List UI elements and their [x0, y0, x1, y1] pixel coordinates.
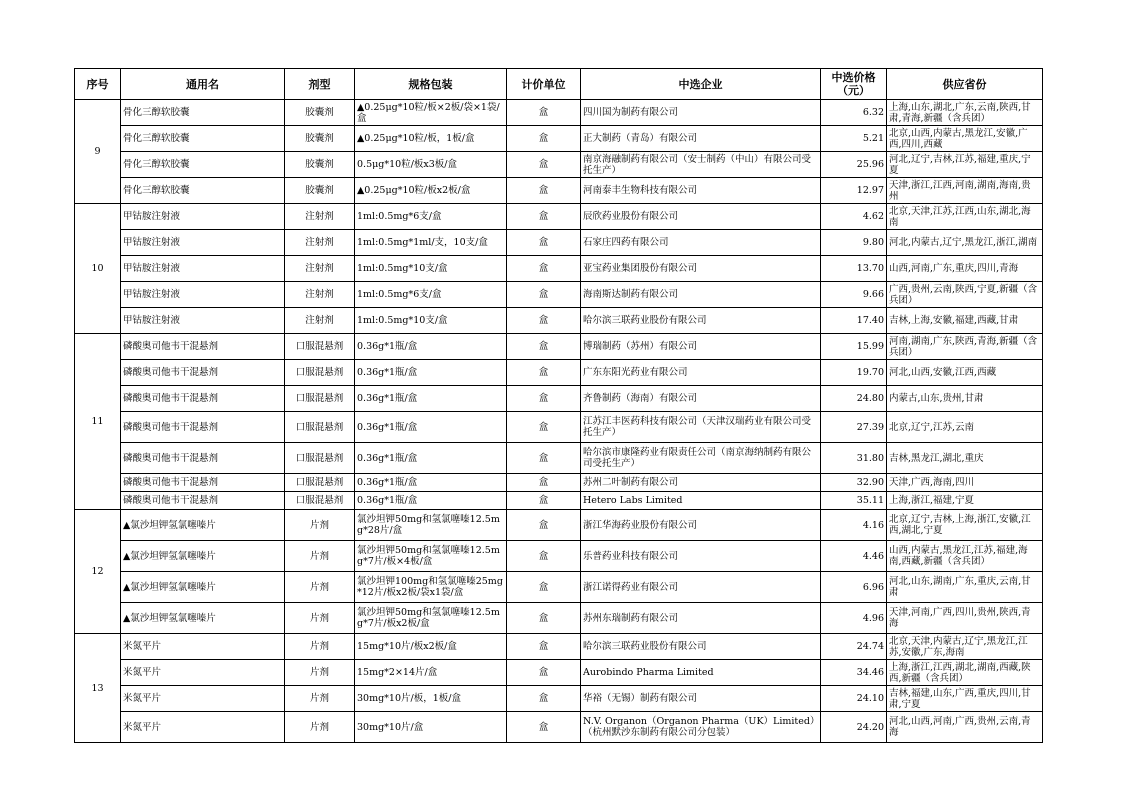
- seq-cell: 13: [75, 634, 121, 743]
- table-row: [75, 660, 1043, 686]
- pricing-unit-cell: 盒: [507, 443, 581, 474]
- provinces-cell: 上海,山东,湖北,广东,云南,陕西,甘肃,青海,新疆（含兵团）: [887, 100, 1043, 126]
- pricing-unit-cell: 盒: [507, 474, 581, 492]
- provinces-cell: 吉林,黑龙江,湖北,重庆: [887, 443, 1043, 474]
- generic-name-cell: 骨化三醇软胶囊: [121, 126, 285, 152]
- generic-name-cell: ▲氯沙坦钾氢氯噻嗪片: [121, 572, 285, 603]
- spec-package-cell: 1ml:0.5mg*6支/盒: [355, 282, 507, 308]
- table-row: [75, 100, 1043, 126]
- generic-name-cell: ▲氯沙坦钾氢氯噻嗪片: [121, 603, 285, 634]
- pricing-unit-cell: 盒: [507, 334, 581, 360]
- table-row: [75, 178, 1043, 204]
- price-cell: 4.96: [821, 603, 887, 634]
- pricing-unit-cell: 盒: [507, 686, 581, 712]
- spec-package-cell: 1ml:0.5mg*6支/盒: [355, 204, 507, 230]
- spec-package-cell: 氯沙坦钾100mg和氢氯噻嗪25mg*12片/板x2板/袋x1袋/盒: [355, 572, 507, 603]
- generic-name-cell: 甲钴胺注射液: [121, 256, 285, 282]
- company-cell: 海南斯达制药有限公司: [581, 282, 821, 308]
- generic-name-cell: ▲氯沙坦钾氢氯噻嗪片: [121, 541, 285, 572]
- company-cell: 河南泰丰生物科技有限公司: [581, 178, 821, 204]
- table-row: [75, 308, 1043, 334]
- pricing-unit-cell: 盒: [507, 541, 581, 572]
- spec-package-cell: 氯沙坦钾50mg和氢氯噻嗪12.5mg*7片/板x2板/盒: [355, 603, 507, 634]
- generic-name-cell: 米氮平片: [121, 660, 285, 686]
- dosage-form-cell: 口服混悬剂: [285, 386, 355, 412]
- dosage-form-cell: 片剂: [285, 541, 355, 572]
- spec-package-cell: 30mg*10片/板，1板/盒: [355, 686, 507, 712]
- pricing-unit-cell: 盒: [507, 100, 581, 126]
- spec-package-cell: 氯沙坦钾50mg和氢氯噻嗪12.5mg*28片/盒: [355, 510, 507, 541]
- dosage-form-cell: 注射剂: [285, 256, 355, 282]
- pricing-unit-cell: 盒: [507, 204, 581, 230]
- header-selected-company: 中选企业: [581, 69, 821, 100]
- pricing-unit-cell: 盒: [507, 308, 581, 334]
- spec-package-cell: 0.36g*1瓶/盒: [355, 474, 507, 492]
- company-cell: 华裕（无锡）制药有限公司: [581, 686, 821, 712]
- price-cell: 31.80: [821, 443, 887, 474]
- dosage-form-cell: 片剂: [285, 712, 355, 743]
- spec-package-cell: 1ml:0.5mg*10支/盒: [355, 308, 507, 334]
- spec-package-cell: 1ml:0.5mg*10支/盒: [355, 256, 507, 282]
- price-cell: 27.39: [821, 412, 887, 443]
- header-dosage-form: 剂型: [285, 69, 355, 100]
- drug-procurement-table: [74, 68, 1043, 743]
- price-cell: 9.66: [821, 282, 887, 308]
- generic-name-cell: 磷酸奥司他韦干混悬剂: [121, 474, 285, 492]
- price-cell: 5.21: [821, 126, 887, 152]
- spec-package-cell: 0.36g*1瓶/盒: [355, 386, 507, 412]
- price-cell: 35.11: [821, 492, 887, 510]
- table-row: [75, 712, 1043, 743]
- table-row: [75, 386, 1043, 412]
- company-cell: 哈尔滨市康隆药业有限责任公司（南京海纳制药有限公司受托生产）: [581, 443, 821, 474]
- table-row: [75, 492, 1043, 510]
- company-cell: 亚宝药业集团股份有限公司: [581, 256, 821, 282]
- company-cell: 苏州东瑞制药有限公司: [581, 603, 821, 634]
- dosage-form-cell: 注射剂: [285, 282, 355, 308]
- header-row: [75, 69, 1043, 100]
- company-cell: Hetero Labs Limited: [581, 492, 821, 510]
- price-cell: 12.97: [821, 178, 887, 204]
- provinces-cell: 河北,山西,安徽,江西,西藏: [887, 360, 1043, 386]
- table-row: [75, 510, 1043, 541]
- pricing-unit-cell: 盒: [507, 360, 581, 386]
- pricing-unit-cell: 盒: [507, 386, 581, 412]
- table-row: [75, 474, 1043, 492]
- generic-name-cell: 骨化三醇软胶囊: [121, 178, 285, 204]
- price-cell: 19.70: [821, 360, 887, 386]
- dosage-form-cell: 胶囊剂: [285, 152, 355, 178]
- table-row: [75, 686, 1043, 712]
- provinces-cell: 河北,内蒙古,辽宁,黑龙江,浙江,湖南: [887, 230, 1043, 256]
- dosage-form-cell: 片剂: [285, 634, 355, 660]
- dosage-form-cell: 片剂: [285, 603, 355, 634]
- company-cell: 博瑞制药（苏州）有限公司: [581, 334, 821, 360]
- generic-name-cell: 磷酸奥司他韦干混悬剂: [121, 386, 285, 412]
- table-row: [75, 541, 1043, 572]
- provinces-cell: 山西,内蒙古,黑龙江,江苏,福建,海南,西藏,新疆（含兵团）: [887, 541, 1043, 572]
- generic-name-cell: 磷酸奥司他韦干混悬剂: [121, 360, 285, 386]
- table-row: [75, 204, 1043, 230]
- company-cell: 哈尔滨三联药业股份有限公司: [581, 308, 821, 334]
- price-cell: 32.90: [821, 474, 887, 492]
- provinces-cell: 北京,辽宁,江苏,云南: [887, 412, 1043, 443]
- dosage-form-cell: 注射剂: [285, 308, 355, 334]
- pricing-unit-cell: 盒: [507, 412, 581, 443]
- pricing-unit-cell: 盒: [507, 230, 581, 256]
- spec-package-cell: 1ml:0.5mg*1ml/支，10支/盒: [355, 230, 507, 256]
- provinces-cell: 天津,广西,海南,四川: [887, 474, 1043, 492]
- price-cell: 25.96: [821, 152, 887, 178]
- provinces-cell: 天津,浙江,江西,河南,湖南,海南,贵州: [887, 178, 1043, 204]
- price-cell: 6.32: [821, 100, 887, 126]
- company-cell: N.V. Organon（Organon Pharma（UK）Limited）（杭州默沙东制药有限公司分包装）: [581, 712, 821, 743]
- provinces-cell: 河北,山西,河南,广西,贵州,云南,青海: [887, 712, 1043, 743]
- provinces-cell: 上海,浙江,江西,湖北,湖南,西藏,陕西,新疆（含兵团）: [887, 660, 1043, 686]
- seq-cell: 12: [75, 510, 121, 634]
- header-pricing-unit: 计价单位: [507, 69, 581, 100]
- generic-name-cell: 甲钴胺注射液: [121, 204, 285, 230]
- table-row: [75, 443, 1043, 474]
- table-row: [75, 230, 1043, 256]
- pricing-unit-cell: 盒: [507, 660, 581, 686]
- price-cell: 4.46: [821, 541, 887, 572]
- price-cell: 24.80: [821, 386, 887, 412]
- pricing-unit-cell: 盒: [507, 178, 581, 204]
- spec-package-cell: 30mg*10片/盒: [355, 712, 507, 743]
- generic-name-cell: 磷酸奥司他韦干混悬剂: [121, 334, 285, 360]
- provinces-cell: 北京,辽宁,吉林,上海,浙江,安徽,江西,湖北,宁夏: [887, 510, 1043, 541]
- pricing-unit-cell: 盒: [507, 634, 581, 660]
- generic-name-cell: 磷酸奥司他韦干混悬剂: [121, 443, 285, 474]
- provinces-cell: 内蒙古,山东,贵州,甘肃: [887, 386, 1043, 412]
- seq-cell: 10: [75, 204, 121, 334]
- pricing-unit-cell: 盒: [507, 152, 581, 178]
- dosage-form-cell: 注射剂: [285, 204, 355, 230]
- company-cell: 辰欣药业股份有限公司: [581, 204, 821, 230]
- table-row: [75, 282, 1043, 308]
- provinces-cell: 广西,贵州,云南,陕西,宁夏,新疆（含兵团）: [887, 282, 1043, 308]
- table-body: [75, 100, 1043, 743]
- company-cell: 浙江诺得药业有限公司: [581, 572, 821, 603]
- generic-name-cell: 米氮平片: [121, 686, 285, 712]
- generic-name-cell: 甲钴胺注射液: [121, 308, 285, 334]
- table-row: [75, 412, 1043, 443]
- pricing-unit-cell: 盒: [507, 126, 581, 152]
- spec-package-cell: ▲0.25μg*10粒/板x2板/盒: [355, 178, 507, 204]
- dosage-form-cell: 口服混悬剂: [285, 443, 355, 474]
- company-cell: 哈尔滨三联药业股份有限公司: [581, 634, 821, 660]
- price-cell: 15.99: [821, 334, 887, 360]
- provinces-cell: 上海,浙江,福建,宁夏: [887, 492, 1043, 510]
- provinces-cell: 北京,山西,内蒙古,黑龙江,安徽,广西,四川,西藏: [887, 126, 1043, 152]
- pricing-unit-cell: 盒: [507, 282, 581, 308]
- table-row: [75, 360, 1043, 386]
- provinces-cell: 河南,湖南,广东,陕西,青海,新疆（含兵团）: [887, 334, 1043, 360]
- dosage-form-cell: 胶囊剂: [285, 100, 355, 126]
- pricing-unit-cell: 盒: [507, 256, 581, 282]
- spec-package-cell: 15mg*2×14片/盒: [355, 660, 507, 686]
- pricing-unit-cell: 盒: [507, 572, 581, 603]
- provinces-cell: 山西,河南,广东,重庆,四川,青海: [887, 256, 1043, 282]
- spec-package-cell: 0.36g*1瓶/盒: [355, 412, 507, 443]
- table-row: [75, 603, 1043, 634]
- table-row: [75, 256, 1043, 282]
- company-cell: 正大制药（青岛）有限公司: [581, 126, 821, 152]
- price-cell: 4.16: [821, 510, 887, 541]
- company-cell: Aurobindo Pharma Limited: [581, 660, 821, 686]
- company-cell: 齐鲁制药（海南）有限公司: [581, 386, 821, 412]
- price-cell: 34.46: [821, 660, 887, 686]
- provinces-cell: 北京,天津,内蒙古,辽宁,黑龙江,江苏,安徽,广东,海南: [887, 634, 1043, 660]
- dosage-form-cell: 口服混悬剂: [285, 360, 355, 386]
- seq-cell: 11: [75, 334, 121, 510]
- header-selected-price: 中选价格（元）: [821, 69, 887, 100]
- dosage-form-cell: 口服混悬剂: [285, 412, 355, 443]
- header-generic-name: 通用名: [121, 69, 285, 100]
- spec-package-cell: ▲0.25μg*10粒/板，1板/盒: [355, 126, 507, 152]
- dosage-form-cell: 口服混悬剂: [285, 492, 355, 510]
- generic-name-cell: 骨化三醇软胶囊: [121, 100, 285, 126]
- table-row: [75, 334, 1043, 360]
- spec-package-cell: 0.5μg*10粒/板x3板/盒: [355, 152, 507, 178]
- generic-name-cell: ▲氯沙坦钾氢氯噻嗪片: [121, 510, 285, 541]
- dosage-form-cell: 注射剂: [285, 230, 355, 256]
- pricing-unit-cell: 盒: [507, 712, 581, 743]
- company-cell: 南京海融制药有限公司（安士制药（中山）有限公司受托生产）: [581, 152, 821, 178]
- header-supply-provinces: 供应省份: [887, 69, 1043, 100]
- generic-name-cell: 米氮平片: [121, 712, 285, 743]
- generic-name-cell: 磷酸奥司他韦干混悬剂: [121, 412, 285, 443]
- table-row: [75, 634, 1043, 660]
- company-cell: 广东东阳光药业有限公司: [581, 360, 821, 386]
- price-cell: 24.74: [821, 634, 887, 660]
- price-cell: 13.70: [821, 256, 887, 282]
- spec-package-cell: 15mg*10片/板x2板/盒: [355, 634, 507, 660]
- price-cell: 17.40: [821, 308, 887, 334]
- provinces-cell: 吉林,福建,山东,广西,重庆,四川,甘肃,宁夏: [887, 686, 1043, 712]
- spec-package-cell: 0.36g*1瓶/盒: [355, 443, 507, 474]
- pricing-unit-cell: 盒: [507, 510, 581, 541]
- company-cell: 江苏江丰医药科技有限公司（天津汉瑞药业有限公司受托生产）: [581, 412, 821, 443]
- header-spec-package: 规格包装: [355, 69, 507, 100]
- generic-name-cell: 甲钴胺注射液: [121, 282, 285, 308]
- dosage-form-cell: 片剂: [285, 510, 355, 541]
- price-cell: 24.10: [821, 686, 887, 712]
- pricing-unit-cell: 盒: [507, 492, 581, 510]
- price-cell: 4.62: [821, 204, 887, 230]
- pricing-unit-cell: 盒: [507, 603, 581, 634]
- generic-name-cell: 甲钴胺注射液: [121, 230, 285, 256]
- dosage-form-cell: 胶囊剂: [285, 126, 355, 152]
- generic-name-cell: 骨化三醇软胶囊: [121, 152, 285, 178]
- provinces-cell: 河北,辽宁,吉林,江苏,福建,重庆,宁夏: [887, 152, 1043, 178]
- spec-package-cell: 0.36g*1瓶/盒: [355, 492, 507, 510]
- company-cell: 四川国为制药有限公司: [581, 100, 821, 126]
- provinces-cell: 河北,山东,湖南,广东,重庆,云南,甘肃: [887, 572, 1043, 603]
- table-row: [75, 126, 1043, 152]
- table-row: [75, 572, 1043, 603]
- spec-package-cell: ▲0.25μg*10粒/板×2板/袋×1袋/盒: [355, 100, 507, 126]
- header-seq: 序号: [75, 69, 121, 100]
- price-cell: 6.96: [821, 572, 887, 603]
- dosage-form-cell: 片剂: [285, 686, 355, 712]
- spec-package-cell: 0.36g*1瓶/盒: [355, 334, 507, 360]
- seq-cell: 9: [75, 100, 121, 204]
- generic-name-cell: 米氮平片: [121, 634, 285, 660]
- dosage-form-cell: 口服混悬剂: [285, 474, 355, 492]
- provinces-cell: 天津,河南,广西,四川,贵州,陕西,青海: [887, 603, 1043, 634]
- dosage-form-cell: 片剂: [285, 572, 355, 603]
- company-cell: 石家庄四药有限公司: [581, 230, 821, 256]
- price-cell: 24.20: [821, 712, 887, 743]
- spec-package-cell: 0.36g*1瓶/盒: [355, 360, 507, 386]
- provinces-cell: 吉林,上海,安徽,福建,西藏,甘肃: [887, 308, 1043, 334]
- dosage-form-cell: 胶囊剂: [285, 178, 355, 204]
- table-row: [75, 152, 1043, 178]
- provinces-cell: 北京,天津,江苏,江西,山东,湖北,海南: [887, 204, 1043, 230]
- company-cell: 苏州二叶制药有限公司: [581, 474, 821, 492]
- company-cell: 浙江华海药业股份有限公司: [581, 510, 821, 541]
- company-cell: 乐普药业科技有限公司: [581, 541, 821, 572]
- dosage-form-cell: 片剂: [285, 660, 355, 686]
- spec-package-cell: 氯沙坦钾50mg和氢氯噻嗪12.5mg*7片/板×4板/盒: [355, 541, 507, 572]
- dosage-form-cell: 口服混悬剂: [285, 334, 355, 360]
- price-cell: 9.80: [821, 230, 887, 256]
- generic-name-cell: 磷酸奥司他韦干混悬剂: [121, 492, 285, 510]
